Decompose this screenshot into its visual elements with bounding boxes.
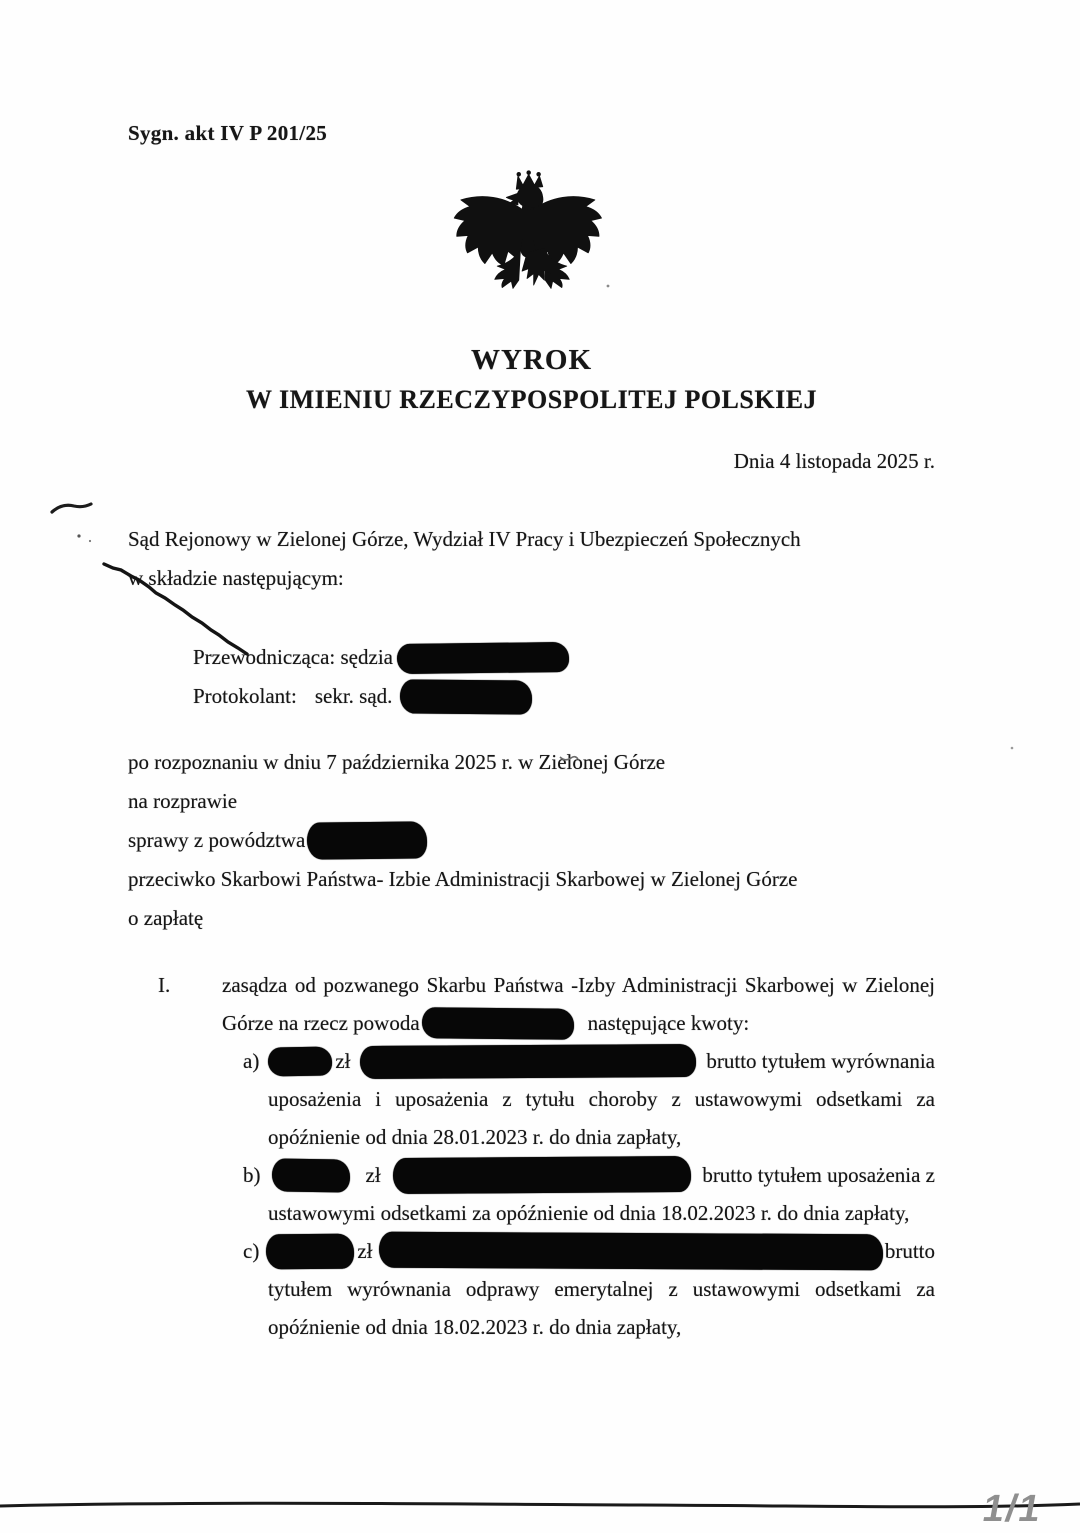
redaction-bar-amount-words-b bbox=[393, 1156, 691, 1194]
redaction-bar-judge-name bbox=[397, 641, 569, 673]
item-b-line-2: ustawowymi odsetkami za opóźnienie od dnia 18.02.2023 r. do dnia zapłaty, bbox=[268, 1201, 910, 1225]
ruling-line-2 bbox=[222, 1004, 935, 1042]
item-a-first-line bbox=[243, 1042, 935, 1080]
ruling-line-1: zasądza od pozwanego Skarbu Państwa -Izby Administracji Skarbowej w Zielonej bbox=[222, 973, 935, 997]
eagle-icon bbox=[441, 154, 623, 312]
item-b-currency: zł bbox=[365, 1163, 381, 1187]
item-c-currency: zł bbox=[357, 1239, 373, 1263]
subject-line: o zapłatę bbox=[128, 906, 204, 930]
item-a-label: a) bbox=[243, 1049, 260, 1073]
clerk-row bbox=[193, 677, 935, 716]
scan-edge-line-artifact bbox=[0, 1503, 1080, 1507]
judgment-title: WYROK bbox=[471, 344, 592, 376]
item-c-label: c) bbox=[243, 1239, 260, 1263]
redaction-bar-plaintiff-name bbox=[307, 821, 427, 859]
item-b-label: b) bbox=[243, 1163, 261, 1187]
item-a-line-3: opóźnienie od dnia 28.01.2023 r. do dnia zapłaty, bbox=[268, 1125, 682, 1149]
ruling-item-c bbox=[243, 1232, 935, 1346]
ruling-line-2-post: następujące kwoty: bbox=[587, 1011, 750, 1035]
redaction-bar-amount-words-c bbox=[379, 1232, 884, 1271]
panel-intro: w składzie następującym: bbox=[128, 566, 344, 590]
hearing-line-2: na rozprawie bbox=[128, 789, 238, 813]
panel-officials bbox=[193, 638, 935, 716]
item-c-first-line bbox=[243, 1232, 935, 1270]
item-a-currency: zł bbox=[335, 1049, 351, 1073]
judgment-subtitle: W IMIENIU RZECZYPOSPOLITEJ POLSKIEJ bbox=[245, 385, 818, 414]
plaintiff-row bbox=[128, 821, 935, 860]
hearing-block bbox=[128, 743, 935, 938]
redaction-bar-claimant-name bbox=[421, 1007, 573, 1040]
item-b-first-line bbox=[243, 1156, 935, 1194]
redaction-bar-amount-c bbox=[266, 1233, 354, 1269]
item-c-after: brutto bbox=[884, 1239, 935, 1263]
ruling-item-b bbox=[243, 1156, 935, 1232]
item-b-after: brutto tytułem uposażenia z bbox=[702, 1163, 935, 1187]
ruling-body bbox=[222, 966, 935, 1346]
ruling-line-2-pre: Górze na rzecz powoda bbox=[222, 1011, 420, 1035]
judgment-date: Dnia 4 listopada 2025 r. bbox=[733, 449, 935, 473]
plaintiff-label: sprawy z powództwa bbox=[128, 828, 306, 852]
clerk-role: sekr. sąd. bbox=[314, 684, 393, 708]
case-number: Sygn. akt IV P 201/25 bbox=[128, 121, 328, 145]
ruling-numeral: I. bbox=[158, 973, 171, 997]
defendant-line: przeciwko Skarbowi Państwa- Izbie Administracji Skarbowej w Zielonej Górze bbox=[128, 867, 798, 891]
court-name: Sąd Rejonowy w Zielonej Górze, Wydział IV Pracy i Ubezpieczeń Społecznych bbox=[128, 527, 801, 551]
presiding-judge-row bbox=[193, 638, 935, 677]
redaction-bar-amount-b bbox=[271, 1158, 349, 1192]
item-a-line-2: uposażenia i uposażenia z tytułu choroby z ustawowymi odsetkami za bbox=[268, 1087, 935, 1111]
ruling-section bbox=[158, 966, 935, 1346]
item-c-line-2: tytułem wyrównania odprawy emerytalnej z ustawowymi odsetkami za bbox=[268, 1277, 935, 1301]
presiding-judge-label: Przewodnicząca: sędzia bbox=[193, 645, 393, 669]
ruling-item-a bbox=[243, 1042, 935, 1156]
item-c-line-3: opóźnienie od dnia 18.02.2023 r. do dnia zapłaty, bbox=[268, 1315, 682, 1339]
redaction-bar-amount-words-a bbox=[360, 1043, 696, 1078]
clerk-label: Protokolant: bbox=[193, 684, 297, 708]
page-counter: 1/1 bbox=[979, 1488, 1046, 1530]
hearing-line: po rozpoznaniu w dniu 7 października 2025 r. w Zielonej Górze bbox=[128, 750, 666, 774]
redaction-bar-amount-a bbox=[268, 1046, 332, 1076]
redaction-bar-clerk-name bbox=[400, 679, 532, 714]
polish-eagle-emblem bbox=[128, 154, 935, 316]
item-a-after: brutto tytułem wyrównania bbox=[706, 1049, 935, 1073]
